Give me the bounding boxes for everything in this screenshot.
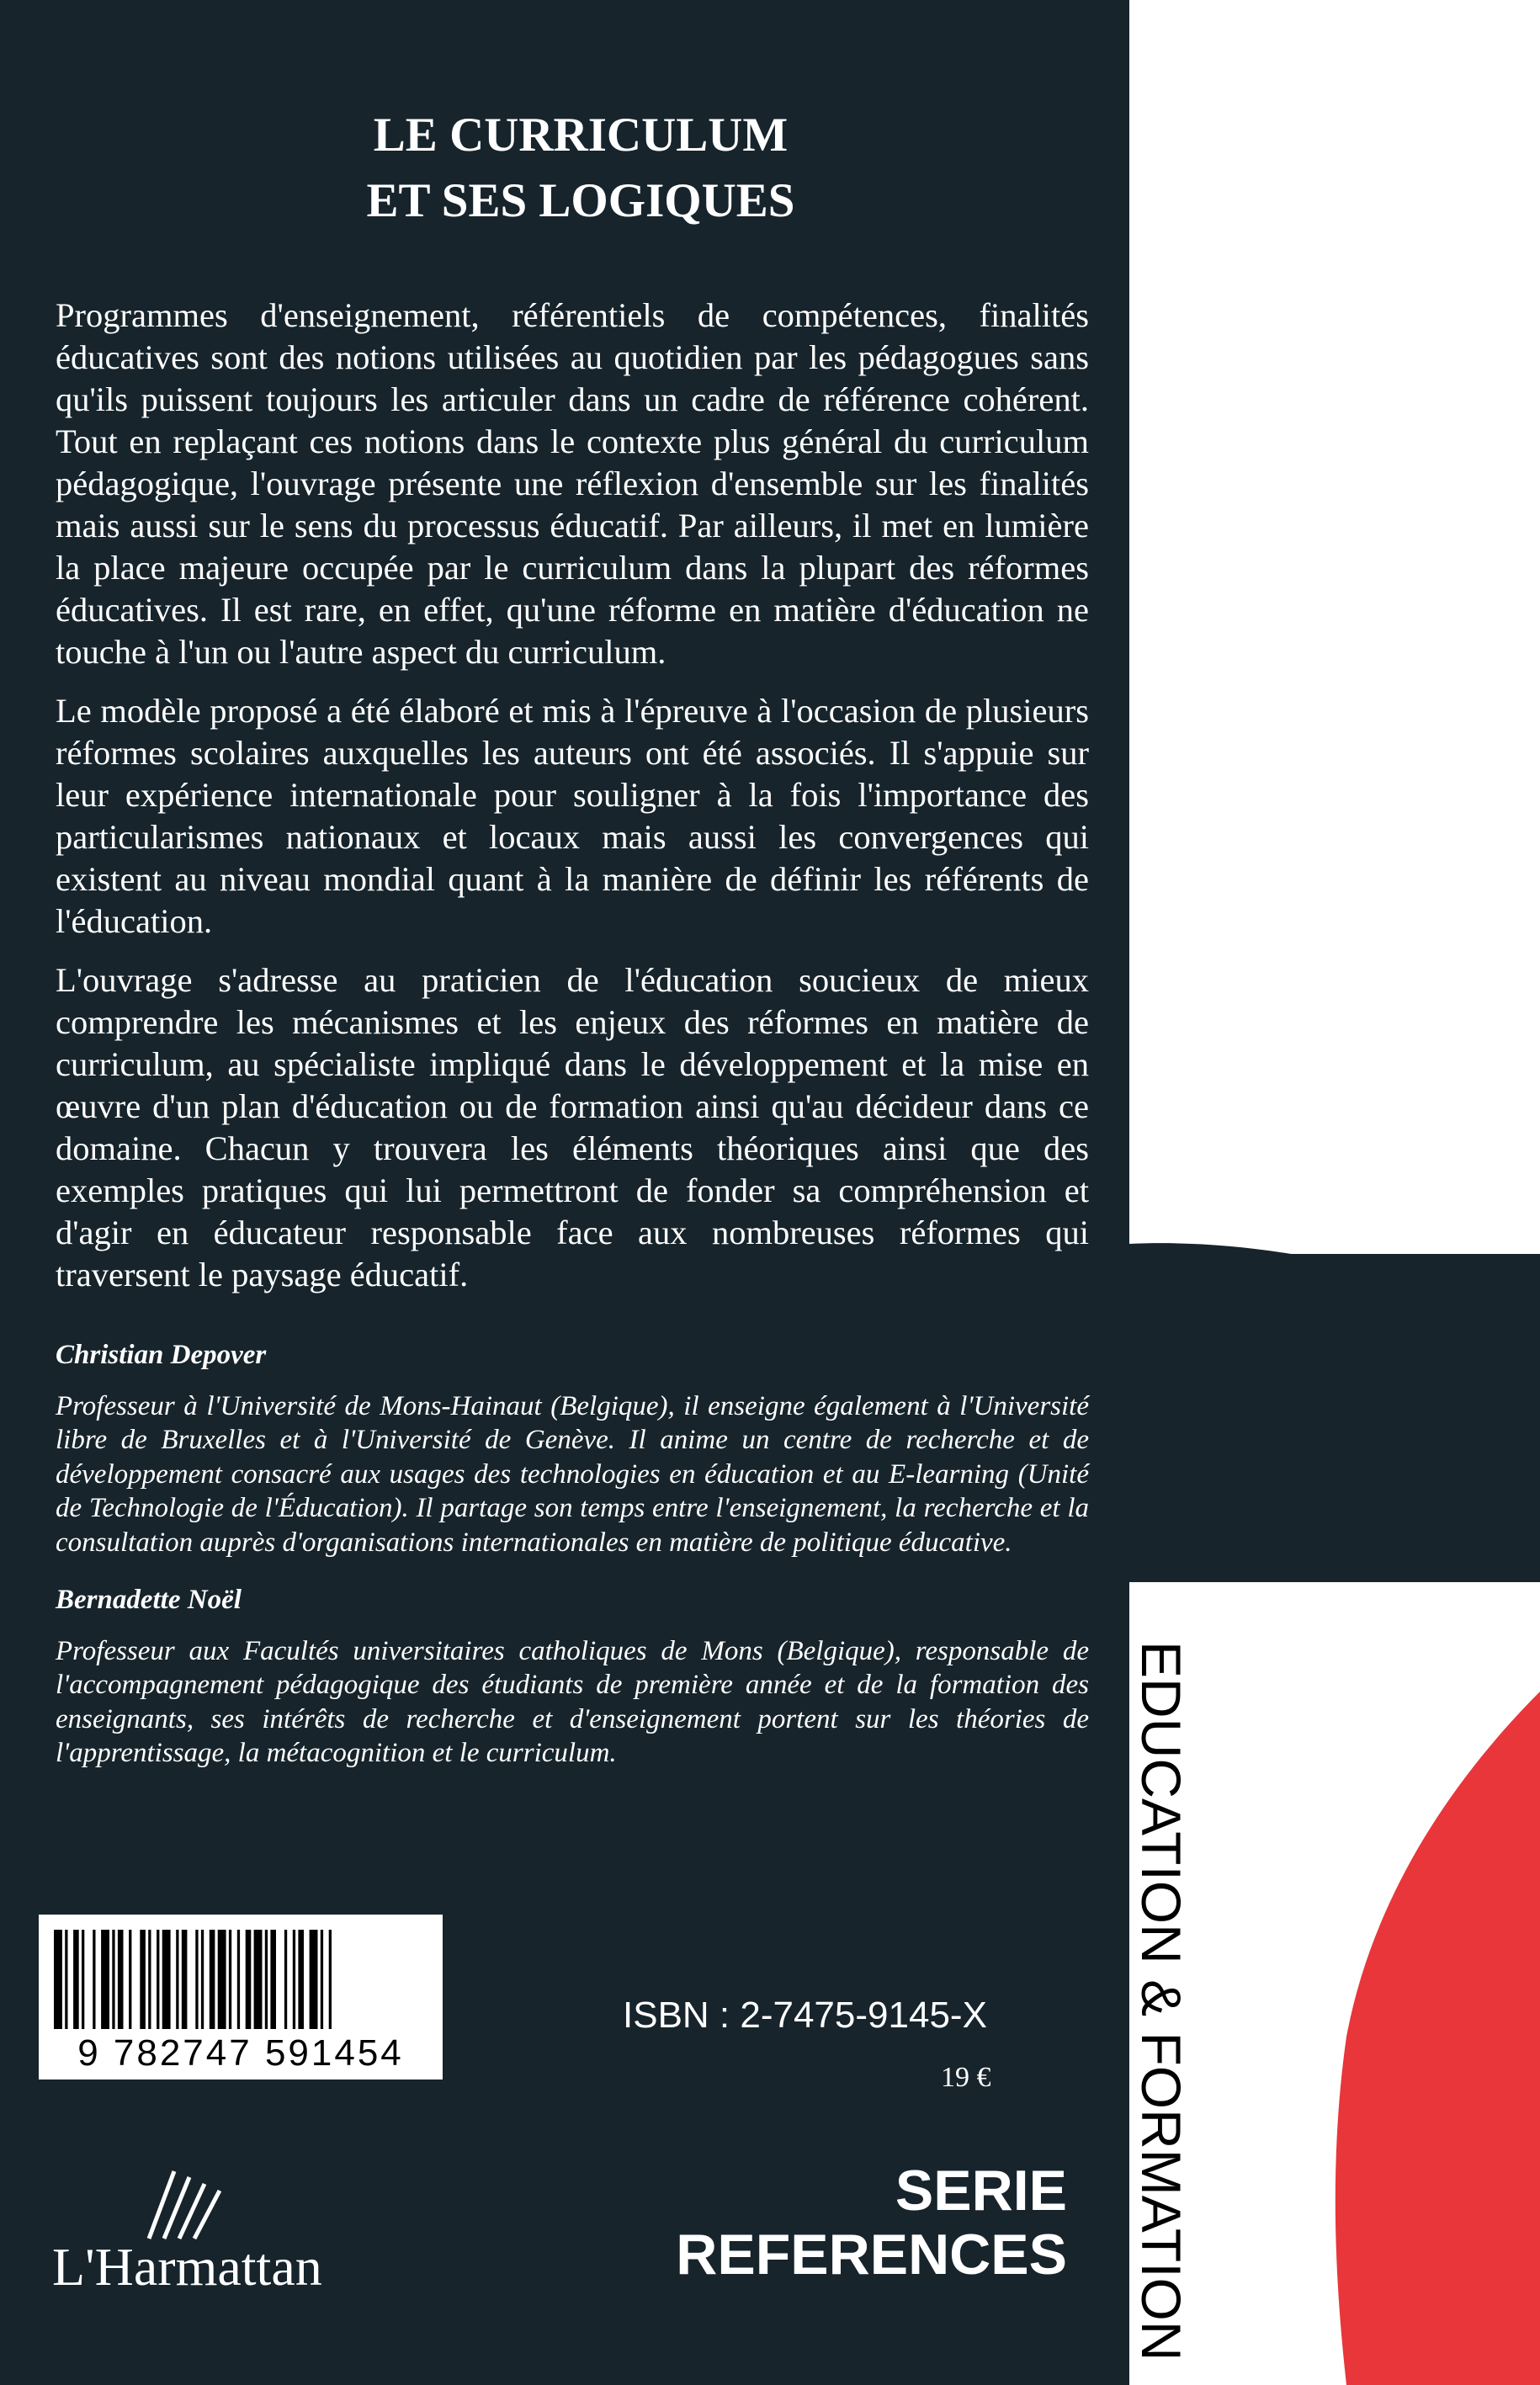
barcode-bar bbox=[229, 1930, 231, 2029]
price: 19 € bbox=[941, 2062, 991, 2093]
series-line-1: SERIE bbox=[895, 2159, 1067, 2223]
barcode-bar bbox=[157, 1930, 159, 2029]
spine-label: EDUCATION & FORMATION bbox=[1130, 1641, 1192, 2361]
barcode-bar bbox=[293, 1930, 295, 2029]
barcode-bar bbox=[73, 1930, 79, 2029]
barcode-bar bbox=[246, 1930, 252, 2029]
series-line-2: REFERENCES bbox=[676, 2223, 1067, 2287]
barcode-bar bbox=[82, 1930, 84, 2029]
barcode-bar bbox=[65, 1930, 67, 2029]
barcode-bar bbox=[129, 1930, 131, 2029]
author-name-2: Bernadette Noël bbox=[56, 1585, 242, 1615]
author-bio-2: Professeur aux Facultés universitaires catholiques de Mons (Belgique), responsable de l'accompagnement pédagogique des étudiants de première année et de la formation des enseignants, ses intérêts de recherche et d'enseignement portent sur les théories de l'apprentissage, la métacognition et le curriculum. bbox=[56, 1635, 1089, 1768]
barcode-bar bbox=[112, 1930, 114, 2029]
barcode-bar bbox=[270, 1930, 276, 2029]
author-name-1: Christian Depover bbox=[56, 1340, 267, 1370]
barcode-bar bbox=[201, 1930, 204, 2029]
description-paragraph-2: Le modèle proposé a été élaboré et mis à l'épreuve à l'occasion de plusieurs réformes scolaires auxquelles les auteurs ont été associés. Il s'appuie sur leur expérience internationale pour souligner à la fois l'importance des particularismes nationaux et locaux mais aussi les convergences qui existent au niveau mondial quant à la manière de définir les référents de l'éducation. bbox=[56, 692, 1089, 940]
barcode-bar bbox=[329, 1930, 332, 2029]
publisher-logo bbox=[52, 2175, 372, 2302]
barcode-bar bbox=[182, 1930, 188, 2029]
description-paragraph-1: Programmes d'enseignement, référentiels de compétences, finalités éducatives sont des notions utilisées au quotidien par les pédagogues sans qu'ils puissent toujours les articuler dans un cadre de référence cohérent. Tout en replaçant ces notions dans le contexte plus général du curriculum pédagogique, l'ouvrage présente une réflexion d'ensemble sur les finalités mais aussi sur le sens du processus éducatif. Par ailleurs, il met en lumière la place majeure occupée par le curriculum dans la plupart des réformes éducatives. Il est rare, en effet, qu'une réforme en matière d'éducation ne touche à l'un ou l'autre aspect du curriculum. bbox=[56, 296, 1089, 671]
barcode-bar bbox=[118, 1930, 124, 2029]
barcode bbox=[39, 1915, 443, 2080]
publisher-name: L'Harmattan bbox=[52, 2237, 322, 2297]
description-paragraph-3: L'ouvrage s'adresse au praticien de l'éducation soucieux de mieux comprendre les mécanismes et les enjeux des réformes en matière de curriculum, au spécialiste impliqué dans le développement et la mise en œuvre d'un plan d'éducation ou de formation ainsi qu'au décideur dans ce domaine. Chacun y trouvera les éléments théoriques ainsi que des exemples pratiques qui lui permettront de fonder sa compréhension et d'agir en éducateur responsable face aux nombreuses réformes qui traversent le paysage éducatif. bbox=[56, 961, 1089, 1293]
barcode-bar bbox=[254, 1930, 263, 2029]
barcode-bar bbox=[101, 1930, 109, 2029]
barcode-bar bbox=[218, 1930, 226, 2029]
isbn: ISBN : 2-7475-9145-X bbox=[623, 1995, 987, 2036]
white-panel-top bbox=[1129, 0, 1540, 1254]
barcode-bar bbox=[140, 1930, 146, 2029]
barcode-bar bbox=[148, 1930, 151, 2029]
series-label bbox=[673, 2159, 1067, 2287]
title-line-1: LE CURRICULUM bbox=[373, 109, 789, 162]
description bbox=[56, 295, 1089, 1313]
publisher-logo-icon bbox=[132, 2167, 317, 2243]
barcode-bar bbox=[310, 1930, 318, 2029]
book-title bbox=[56, 103, 1106, 234]
barcode-bars-icon bbox=[49, 1930, 433, 2039]
barcode-bar bbox=[195, 1930, 198, 2029]
author-section bbox=[56, 1338, 1089, 1794]
barcode-bar bbox=[210, 1930, 215, 2029]
barcode-bar bbox=[93, 1930, 95, 2029]
barcode-bar bbox=[54, 1930, 62, 2029]
barcode-bar bbox=[176, 1930, 178, 2029]
barcode-bar bbox=[265, 1930, 268, 2029]
author-bio-1: Professeur à l'Université de Mons-Hainaut (Belgique), il enseigne également à l'Université libre de Bruxelles et à l'Université de Genève. Il anime un centre de recherche et de développement consacré aux usages des technologies en éducation et au E-learning (Unité de Technologie de l'Éducation). Il partage son temps entre l'enseignement, la recherche et la consultation auprès d'organisations internationales en matière de politique éducative. bbox=[56, 1390, 1089, 1558]
barcode-bar bbox=[237, 1930, 240, 2029]
barcode-digits: 9 782747 591454 bbox=[77, 2032, 404, 2074]
title-line-2: ET SES LOGIQUES bbox=[366, 174, 795, 227]
barcode-bar bbox=[162, 1930, 171, 2029]
barcode-bar bbox=[284, 1930, 287, 2029]
barcode-bar bbox=[321, 1930, 323, 2029]
barcode-bar bbox=[298, 1930, 304, 2029]
